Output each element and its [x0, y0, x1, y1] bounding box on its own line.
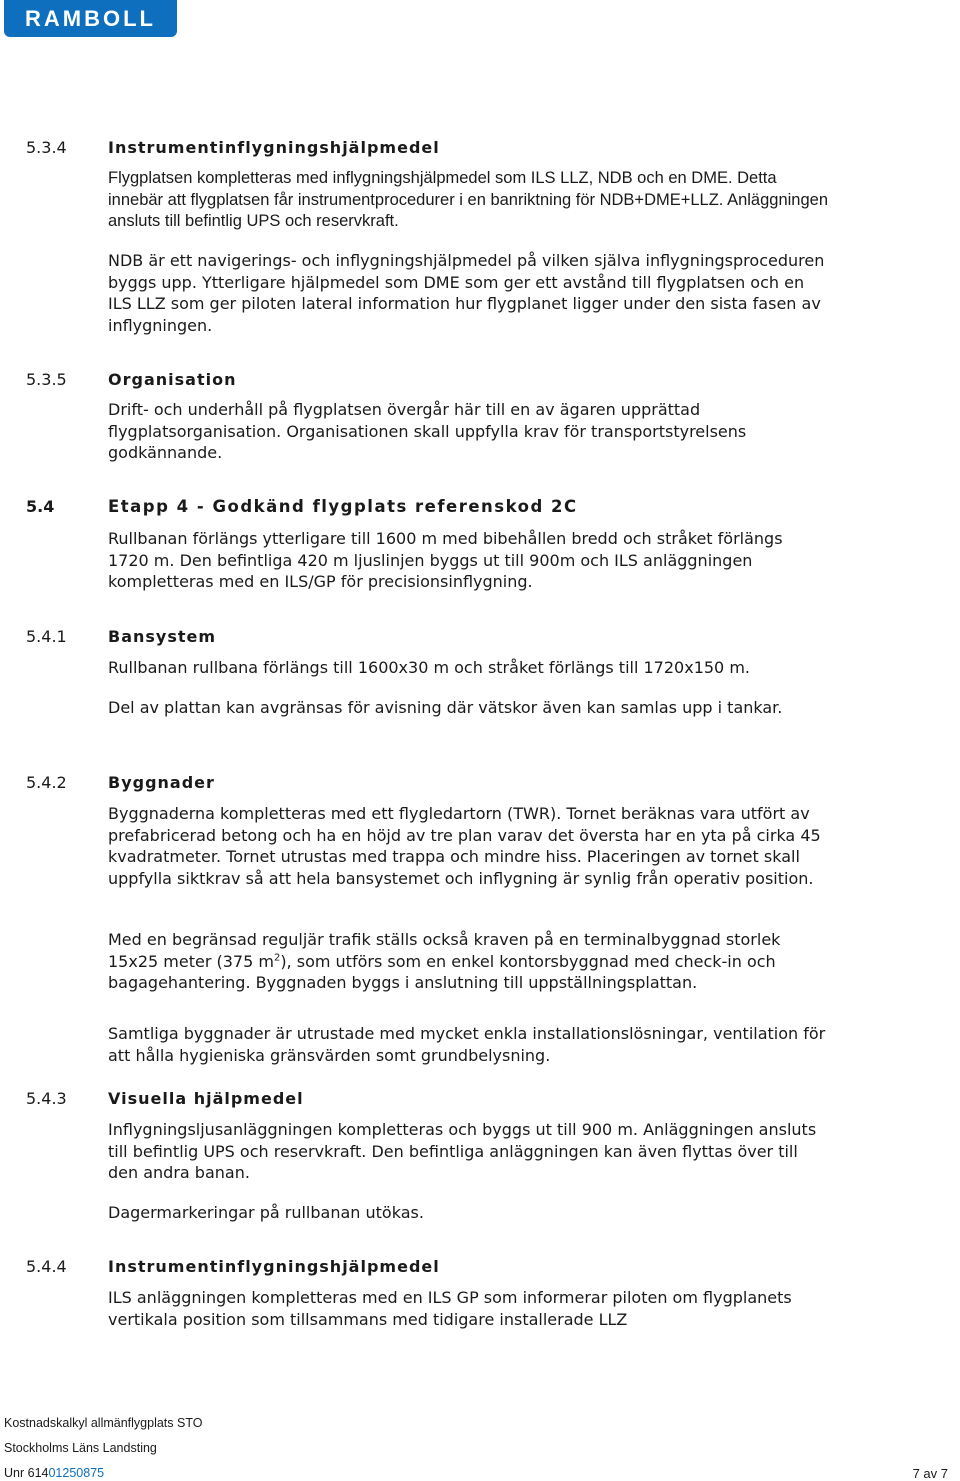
paragraph-text: ), som utförs som en enkel kontorsbyggnad med check-in och bagagehantering. Byggnaden byggs i anslutning till uppställningsplattan. — [108, 951, 776, 992]
footer-unr — [4, 1466, 104, 1480]
paragraph: Samtliga byggnader är utrustade med mycket enkla installationslösningar, ventilation för att hålla hygieniska gränsvärden somt grundbelysning. — [108, 1024, 826, 1065]
section-title: Etapp 4 - Godkänd flygplats referenskod 2C — [108, 497, 578, 516]
section-heading-5-4-1 — [26, 627, 940, 649]
footer-title: Kostnadskalkyl allmänflygplats STO — [4, 1416, 203, 1430]
section-title: Instrumentinflygningshjälpmedel — [108, 1257, 440, 1276]
section-number: 5.4.1 — [26, 627, 67, 646]
superscript: 2 — [273, 952, 281, 964]
section-heading-5-3-4 — [26, 138, 940, 160]
paragraph: Byggnaderna kompletteras med ett flygledartorn (TWR). Tornet beräknas vara utfört av prefabricerad betong och ha en höjd av tre plan varav det översta har en yta på cirka 45 kvadratmeter. Tornet utrustas med trappa och mindre hiss. Placeringen av tornet skall uppfylla siktkrav så att hela bansystemet och inflygning är synlig från operativ position. — [108, 804, 821, 888]
paragraph: Dagermarkeringar på rullbanan utökas. — [108, 1203, 424, 1222]
section-title: Organisation — [108, 370, 237, 389]
section-number: 5.3.4 — [26, 138, 67, 157]
paragraph-text: Med en begränsad reguljär trafik ställs också kraven på en terminalbyggnad storlek 15x25 meter (375 m — [108, 930, 781, 971]
unr-prefix: Unr 614 — [4, 1466, 49, 1480]
ramboll-logo — [4, 0, 177, 37]
paragraph: Flygplatsen kompletteras med inflygningshjälpmedel som ILS LLZ, NDB och en DME. Detta innebär att flygplatsen får instrumentprocedurer i en banriktning för NDB+DME+LLZ. Anläggningen ansluts till befintlig UPS och reservkraft. — [108, 169, 828, 230]
section-heading-5-4-4 — [26, 1257, 940, 1279]
section-heading-5-4-3 — [26, 1089, 940, 1111]
paragraph: NDB är ett navigerings- och inflygningshjälpmedel på vilken själva inflygningsproceduren byggs upp. Ytterligare hjälpmedel som DME som ger ett avstånd till flygplatsen och en ILS LLZ som ger piloten lateral information hur flygplanet ligger under den sista fasen av inflygningen. — [108, 251, 825, 335]
section-number: 5.4 — [26, 497, 55, 516]
section-title: Byggnader — [108, 773, 215, 792]
paragraph — [108, 929, 828, 994]
footer-organization: Stockholms Läns Landsting — [4, 1441, 157, 1455]
section-heading-5-4 — [26, 497, 940, 519]
section-number: 5.4.4 — [26, 1257, 67, 1276]
section-heading-5-4-2 — [26, 773, 940, 795]
section-number: 5.4.2 — [26, 773, 67, 792]
page-number: 7 av 7 — [912, 1466, 948, 1481]
paragraph: Rullbanan rullbana förlängs till 1600x30 m och stråket förlängs till 1720x150 m. — [108, 658, 750, 677]
paragraph: ILS anläggningen kompletteras med en ILS GP som informerar piloten om flygplanets vertikala position som tillsammans med tidigare installerade LLZ — [108, 1288, 792, 1329]
paragraph: Del av plattan kan avgränsas för avisning där vätskor även kan samlas upp i tankar. — [108, 698, 783, 717]
section-number: 5.4.3 — [26, 1089, 67, 1108]
section-title: Instrumentinflygningshjälpmedel — [108, 138, 440, 157]
section-title: Bansystem — [108, 627, 217, 646]
paragraph: Inflygningsljusanläggningen kompletteras och byggs ut till 900 m. Anläggningen ansluts till befintlig UPS och reservkraft. Den befintliga anläggningen kan även flyttas över till den andra banan. — [108, 1120, 817, 1182]
paragraph: Rullbanan förlängs ytterligare till 1600 m med bibehållen bredd och stråket förlängs 1720 m. Den befintliga 420 m ljuslinjen byggs ut till 900m och ILS anläggningen kompletteras med en ILS/GP för precisionsinflygning. — [108, 529, 783, 591]
logo-text: RAMBOLL — [25, 5, 156, 31]
unr-number: 01250875 — [48, 1466, 105, 1480]
section-number: 5.3.5 — [26, 370, 67, 389]
paragraph: Drift- och underhåll på flygplatsen övergår här till en av ägaren upprättad flygplatsorganisation. Organisationen skall uppfylla krav för transportstyrelsens godkännande. — [108, 400, 747, 462]
section-title: Visuella hjälpmedel — [108, 1089, 304, 1108]
section-heading-5-3-5 — [26, 370, 940, 392]
